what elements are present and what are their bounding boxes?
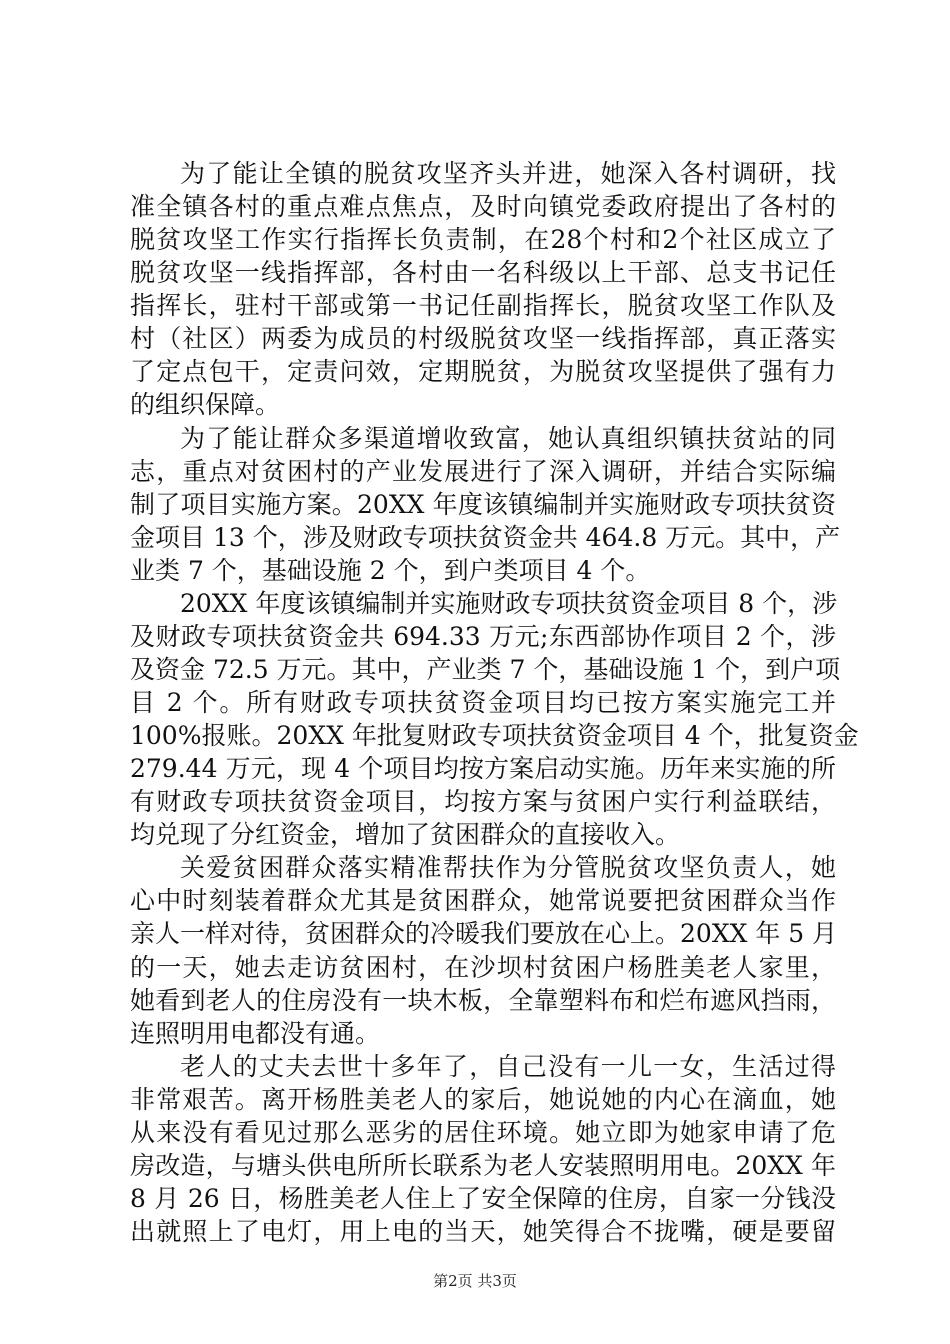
text-line: 非常艰苦。离开杨胜美老人的家后，她说她的内心在滴血，她	[130, 1084, 836, 1114]
text-line: 目 2 个。所有财政专项扶贫资金项目均已按方案实施完工并	[130, 688, 836, 717]
text-line: 村（社区）两委为成员的村级脱贫攻坚一线指挥部，真正落实	[130, 324, 836, 354]
text-line: 了定点包干，定责问效，定期脱贫，为脱贫攻坚提供了强有力	[130, 357, 836, 387]
text-line: 关爱贫困群众落实精准帮扶作为分管脱贫攻坚负责人，她	[180, 853, 836, 883]
text-line: 从来没有看见过那么恶劣的居住环境。她立即为她家申请了危	[130, 1117, 836, 1147]
text-line: 志，重点对贫困村的产业发展进行了深入调研，并结合实际编	[130, 456, 836, 486]
text-line: 的组织保障。	[130, 390, 281, 420]
text-line: 准全镇各村的重点难点焦点，及时向镇党委政府提出了各村的	[130, 192, 836, 222]
text-line: 为了能让全镇的脱贫攻坚齐头并进，她深入各村调研，找	[180, 159, 836, 188]
text-line: 100%报账。20XX 年批复财政专项扶贫资金项目 4 个，批复资金	[130, 721, 859, 751]
text-line: 为了能让群众多渠道增收致富，她认真组织镇扶贫站的同	[180, 423, 836, 453]
paragraph	[130, 1050, 836, 1248]
text-line: 业类 7 个，基础设施 2 个，到户类项目 4 个。	[130, 555, 651, 585]
text-line: 279.44 万元，现 4 个项目均按方案启动实施。历年来实施的所	[130, 754, 836, 784]
document-body	[130, 157, 859, 1248]
text-line: 房改造，与塘头供电所所长联系为老人安装照明用电。20XX 年	[130, 1150, 836, 1180]
paragraph	[130, 851, 836, 1049]
paragraph	[130, 157, 836, 422]
text-line: 脱贫攻坚工作实行指挥长负责制，在28个村和2个社区成立了	[130, 225, 836, 255]
text-line: 连照明用电都没有通。	[130, 1018, 381, 1048]
text-line: 有财政专项扶贫资金项目，均按方案与贫困户实行利益联结，	[130, 787, 836, 817]
text-line: 制了项目实施方案。20XX 年度该镇编制并实施财政专项扶贫资	[130, 489, 836, 519]
text-line: 的一天，她去走访贫困村，在沙坝村贫困户杨胜美老人家里，	[130, 952, 836, 982]
text-line: 均兑现了分红资金，增加了贫困群众的直接收入。	[130, 820, 681, 850]
paragraph	[130, 587, 859, 852]
paragraph	[130, 422, 841, 587]
text-line: 指挥长，驻村干部或第一书记任副指挥长，脱贫攻坚工作队及	[130, 291, 836, 321]
text-line: 8 月 26 日，杨胜美老人住上了安全保障的住房，自家一分钱没	[130, 1183, 836, 1213]
text-line: 心中时刻装着群众尤其是贫困群众，她常说要把贫困群众当作	[130, 886, 836, 916]
text-line: 及资金 72.5 万元。其中，产业类 7 个，基础设施 1 个，到户项	[130, 654, 841, 684]
page-footer: 第2页 共3页	[433, 1272, 517, 1290]
text-line: 她看到老人的住房没有一块木板，全靠塑料布和烂布遮风挡雨，	[130, 985, 836, 1015]
text-line: 老人的丈夫去世十多年了，自己没有一儿一女，生活过得	[180, 1051, 836, 1081]
text-line: 脱贫攻坚一线指挥部，各村由一名科级以上干部、总支书记任	[130, 258, 836, 288]
text-line: 及财政专项扶贫资金共 694.33 万元;东西部协作项目 2 个，涉	[130, 621, 836, 651]
text-line: 20XX 年度该镇编制并实施财政专项扶贫资金项目 8 个，涉	[180, 588, 838, 618]
text-line: 亲人一样对待，贫困群众的冷暖我们要放在心上。20XX 年 5 月	[130, 919, 838, 949]
text-line: 金项目 13 个，涉及财政专项扶贫资金共 464.8 万元。其中，产	[130, 522, 841, 552]
text-line: 出就照上了电灯，用上电的当天，她笑得合不拢嘴，硬是要留	[130, 1217, 836, 1246]
